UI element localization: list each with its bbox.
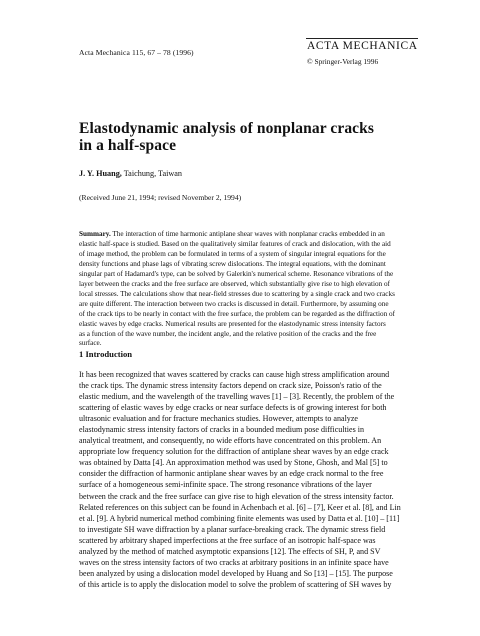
body-line: the crack tips. The dynamic stress intensity factors depend on crack size, Poisson's ratio of the xyxy=(79,381,382,391)
summary-line: layer between the cracks and the free surface are observed, which substantially give rise to high elevation of xyxy=(79,279,390,288)
summary-line: elastic half-space is studied. Based on the qualitatively similar features of crack and dislocation, with the aid xyxy=(79,239,391,248)
body-line: scattering of elastic waves by edge cracks or near surface defects is of growing interest for both xyxy=(79,403,387,413)
summary-line: as a function of the wave number, the incident angle, and the relative position of the cracks and the free xyxy=(79,329,377,338)
body-line: elastic medium, and the wavelength of the travelling waves [1] – [3]. Recently, the problem of the xyxy=(79,392,395,402)
summary-line: Summary. The interaction of time harmonic antiplane shear waves with nonplanar cracks embedded in an xyxy=(79,230,385,238)
body-line: ultrasonic evaluation and for fracture mechanics studies. However, attempts to analyze xyxy=(79,414,358,424)
body-line: waves on the stress intensity factors of two cracks at arbitrary positions in an infinite space have xyxy=(79,557,389,567)
body-line: appropriate low frequency solution for the diffraction of antiplane shear waves by an edge crack xyxy=(79,447,389,457)
summary-line: density functions and phase lags of vibrating screw dislocations. The integral equations, with the dominant xyxy=(79,259,386,268)
body-line: was obtained by Datta [4]. An approximation method was used by Stone, Ghosh, and Mal [5] to xyxy=(79,458,388,468)
article-title xyxy=(79,120,409,154)
summary-line: local stresses. The calculations show that near-field stresses due to scattering by a single crack and two cracks xyxy=(79,289,395,298)
body-line: et al. [9]. A hybrid numerical method combining finite elements was used by Datta et al. [10] – [11] xyxy=(79,513,400,523)
body-line: scattered by arbitrary shaped imperfections at the free surface of an isotropic half-space was xyxy=(79,535,376,545)
author-line xyxy=(79,169,182,178)
author-location: Taichung, Taiwan xyxy=(121,169,183,178)
article-title-line: Elastodynamic analysis of nonplanar cracks xyxy=(79,120,375,137)
body-line: elastodynamic stress intensity factors of cracks in a bounded medium pose difficulties in xyxy=(79,425,365,435)
body-line: of this article is to apply the dislocation model to solve the problem of scattering of SH waves by xyxy=(79,579,392,589)
summary-line: of the crack tips to be nearly in contact with the free surface, the problem can be regarded as the diffraction of xyxy=(79,309,395,318)
body-line: Related references on this subject can be found in Achenbach et al. [6] – [7], Keer et al. [8], and Lin xyxy=(79,502,401,512)
summary-line: singular part of Hadamard's type, can be solved by Galerkin's numerical scheme. Resonance vibrations of the xyxy=(79,269,394,278)
body-line: been analyzed by using a dislocation model developed by Huang and So [13] – [15]. The purpose xyxy=(79,568,393,578)
body-line: analyzed by the method of matched asymptotic expansions [12]. The effects of SH, P, and SV xyxy=(79,546,381,556)
article-title-line: in a half-space xyxy=(79,137,177,154)
introduction-body xyxy=(79,369,417,590)
body-line: analytical treatment, and consequently, no wide efforts have concentrated on this problem. An xyxy=(79,436,382,446)
body-line: to investigate SH wave diffraction by a planar surface-breaking crack. The dynamic stress field xyxy=(79,524,386,534)
brand-rule xyxy=(306,38,418,39)
section-heading-introduction: 1 Introduction xyxy=(79,349,133,359)
journal-citation: Acta Mechanica 115, 67 – 78 (1996) xyxy=(79,48,194,57)
author-name: J. Y. Huang, xyxy=(79,169,122,178)
body-line: surface of a homogeneous semi-infinite space. The strong resonance vibrations of the layer xyxy=(79,480,372,490)
journal-brand-name: ACTA MECHANICA xyxy=(307,40,418,52)
body-line: between the crack and the free surface can give rise to high elevation of the stress intensity factor. xyxy=(79,491,394,501)
journal-copyright: © Springer-Verlag 1996 xyxy=(307,57,379,66)
summary-abstract xyxy=(79,230,417,349)
body-line: consider the diffraction of harmonic antiplane shear waves by an edge crack normal to the free xyxy=(79,469,384,479)
summary-line: elastic waves by edge cracks. Numerical results are presented for the elastodynamic stress intensity factors xyxy=(79,319,386,328)
summary-label: Summary. xyxy=(79,230,111,238)
summary-line: of image method, the problem can be formulated in terms of a system of singular integral equations for the xyxy=(79,249,386,258)
summary-line: surface. xyxy=(79,339,102,348)
received-dates: (Received June 21, 1994; revised November 2, 1994) xyxy=(79,193,242,202)
summary-line: are quite different. The interaction between two cracks is discussed in detail. Furthermore, by assuming one xyxy=(79,299,389,308)
body-line: It has been recognized that waves scattered by cracks can cause high stress amplification around xyxy=(79,370,390,379)
